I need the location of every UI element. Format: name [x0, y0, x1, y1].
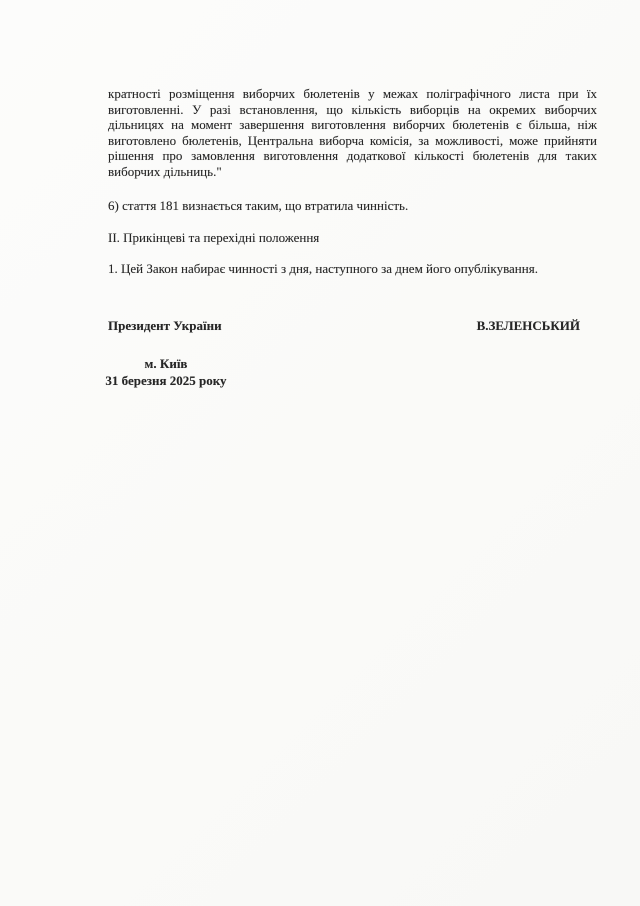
clause-6-article-repealed: 6) стаття 181 визнається таким, що втратила чинність.	[108, 198, 409, 213]
signature-block	[108, 318, 597, 334]
signing-date: 31 березня 2025 року	[105, 372, 227, 388]
signing-city: м. Київ	[144, 356, 188, 371]
body-paragraph-continuation: кратності розміщення виборчих бюлетенів у межах поліграфічного листа при їх виготовленні. У разі встановлення, що кількість виборців на окремих виборчих дільницях на момент завершення виготовлення виборчих бюлетенів є більша, ніж виготовлено бюлетенів, Центральна виборча комісія, за можливості, може прийняти рішення про замовлення виготовлення додаткової кількості бюлетенів для таких виборчих дільниць."	[108, 86, 597, 179]
section-2-heading: ІІ. Прикінцеві та перехідні положення	[108, 229, 320, 245]
signatory-name: В.ЗЕЛЕНСЬКИЙ	[476, 317, 580, 333]
document-text-block	[105, 86, 597, 388]
place-date-block	[105, 356, 227, 388]
clause-entry-into-force: 1. Цей Закон набирає чинності з дня, наступного за днем його опублікування.	[108, 261, 538, 276]
signatory-title: Президент України	[108, 317, 222, 333]
